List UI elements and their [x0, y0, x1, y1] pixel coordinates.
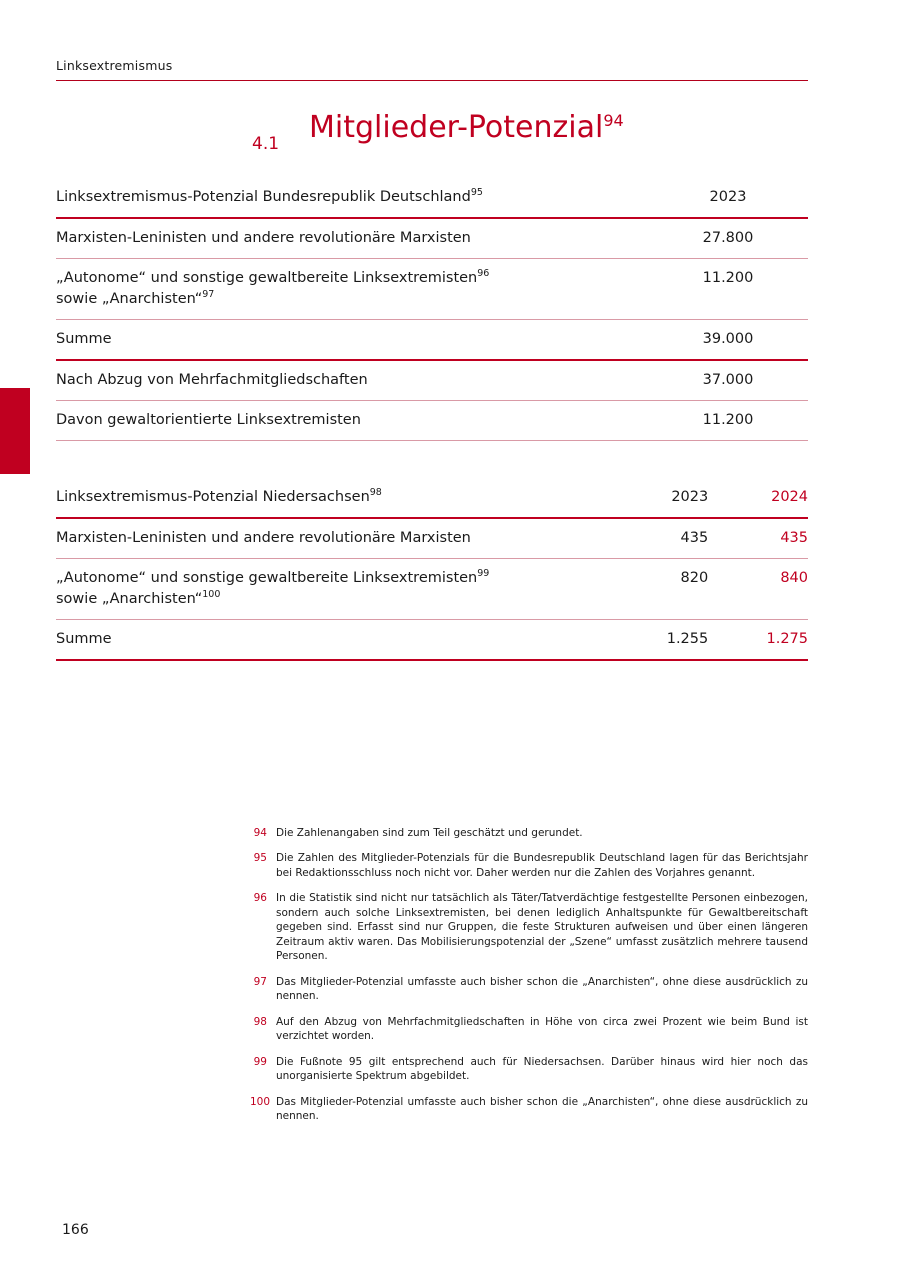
table-row-sum [56, 620, 808, 661]
row-value-2024: 435 [708, 518, 808, 559]
row-label [56, 218, 648, 259]
row-value: 39.000 [648, 320, 808, 361]
footnote-text: Die Zahlen des Mitglieder-Potenzials für die Bundesrepublik Deutschland lagen für das Berichtsjahr bei Redaktionsschluss noch nicht vor. Daher werden nur die Zahlen des Vorjahres genannt. [276, 852, 808, 879]
footnote-text: In die Statistik sind nicht nur tatsächlich als Täter/Tatverdächtige festgestellte Personen einbezogen, sondern auch solche Linksextremisten, bei denen lediglich Anhaltspunkte für Gewaltbereitschaft gegeben sind. Erfasst sind nur Gruppen, die feste Strukturen aufweisen und über einen längeren Zeitraum aktiv waren. Das Mobilisierungspotenzial der „Szene“ umfasst zusätzlich mehrere tausend Personen. [276, 892, 808, 963]
footnote-number: 96 [253, 892, 267, 905]
row-label: Nach Abzug von Mehrfachmitgliedschaften [56, 360, 648, 401]
row-label-text-line2: sowie „Anarchisten“ [56, 591, 203, 608]
table-row [56, 218, 808, 259]
footnote [250, 891, 808, 963]
table-row [56, 559, 808, 620]
table-row [56, 259, 808, 320]
chapter-title [309, 110, 624, 145]
row-value: 37.000 [648, 360, 808, 401]
table-row-sum [56, 320, 808, 361]
table-bund-header-year: 2023 [648, 178, 808, 218]
footnote-marker: 100 [202, 589, 221, 601]
row-label: Davon gewaltorientierte Linksextremisten [56, 401, 648, 441]
section-color-tab [0, 388, 30, 474]
footnote-marker: 96 [477, 268, 490, 280]
table-niedersachsen-header-label [56, 478, 609, 518]
table-bund-header-label-text: Linksextremismus-Potenzial Bundesrepublik Deutschland [56, 189, 471, 205]
footnote-number: 97 [253, 975, 267, 988]
table-niedersachsen-header-year-2: 2024 [708, 478, 808, 518]
table-row [56, 401, 808, 441]
row-value-2024: 1.275 [708, 620, 808, 661]
row-value: 11.200 [648, 259, 808, 320]
table-row [56, 360, 808, 401]
footnote-text: Das Mitglieder-Potenzial umfasste auch bisher schon die „Anarchisten“, ohne diese ausdrücklich zu nennen. [276, 975, 808, 1003]
row-label: Marxisten-Leninisten und andere revolutionäre Marxisten [56, 518, 609, 559]
row-value: 27.800 [648, 218, 808, 259]
running-head-rule [56, 80, 808, 81]
table-bund-header-row [56, 178, 808, 218]
row-label: Summe [56, 620, 609, 661]
footnotes [250, 826, 808, 1135]
footnote [250, 1015, 808, 1044]
row-label: Summe [56, 320, 648, 361]
chapter-title-footnote-marker: 94 [603, 111, 624, 130]
footnote [250, 1055, 808, 1084]
chapter-title-text: Mitglieder-Potenzial [309, 110, 604, 145]
row-label [56, 259, 648, 320]
table-bund [56, 178, 808, 441]
page-number: 166 [62, 1222, 89, 1238]
table-niedersachsen-header-year-1: 2023 [609, 478, 709, 518]
footnote [250, 975, 808, 1004]
row-value-2023: 1.255 [609, 620, 709, 661]
table-niedersachsen [56, 478, 808, 661]
row-label-text-line2: sowie „Anarchisten“ [56, 291, 203, 308]
table-niedersachsen-header-row [56, 478, 808, 518]
footnote-number: 95 [253, 852, 267, 865]
footnote-marker: 99 [477, 568, 490, 580]
row-value-2023: 820 [609, 559, 709, 620]
footnote-text: Auf den Abzug von Mehrfachmitgliedschaften in Höhe von circa zwei Prozent wie beim Bund ist verzichtet worden. [276, 1015, 808, 1043]
chapter-number: 4.1 [252, 134, 280, 154]
row-label [56, 559, 609, 620]
footnote-text: Die Zahlenangaben sind zum Teil geschätzt und gerundet. [276, 827, 583, 839]
footnote-number: 94 [253, 827, 267, 839]
footnote-number: 100 [250, 1095, 271, 1108]
footnote [250, 1095, 808, 1124]
footnote [250, 851, 808, 880]
row-label-text: Marxisten-Leninisten und andere revolutionäre Marxisten [56, 230, 471, 247]
footnote [250, 826, 808, 840]
footnote-marker: 95 [470, 187, 483, 199]
footnote-number: 98 [253, 1015, 267, 1028]
row-label-text: „Autonome“ und sonstige gewaltbereite Linksextremisten [56, 570, 478, 587]
row-value-2023: 435 [609, 518, 709, 559]
page-title [56, 110, 808, 162]
row-label-text: „Autonome“ und sonstige gewaltbereite Linksextremisten [56, 270, 478, 287]
running-head: Linksextremismus [56, 58, 173, 73]
footnote-marker: 97 [202, 289, 215, 301]
footnote-number: 99 [253, 1055, 267, 1068]
footnote-marker: 98 [369, 487, 382, 499]
footnote-text: Das Mitglieder-Potenzial umfasste auch bisher schon die „Anarchisten“, ohne diese ausdrücklich zu nennen. [276, 1095, 808, 1123]
row-value-2024: 840 [708, 559, 808, 620]
footnote-text: Die Fußnote 95 gilt entsprechend auch für Niedersachsen. Darüber hinaus wird hier noch das unorganisierte Spektrum abgebildet. [276, 1055, 808, 1083]
table-bund-header-label [56, 178, 648, 218]
table-row [56, 518, 808, 559]
table-niedersachsen-header-label-text: Linksextremismus-Potenzial Niedersachsen [56, 489, 370, 505]
row-value: 11.200 [648, 401, 808, 441]
